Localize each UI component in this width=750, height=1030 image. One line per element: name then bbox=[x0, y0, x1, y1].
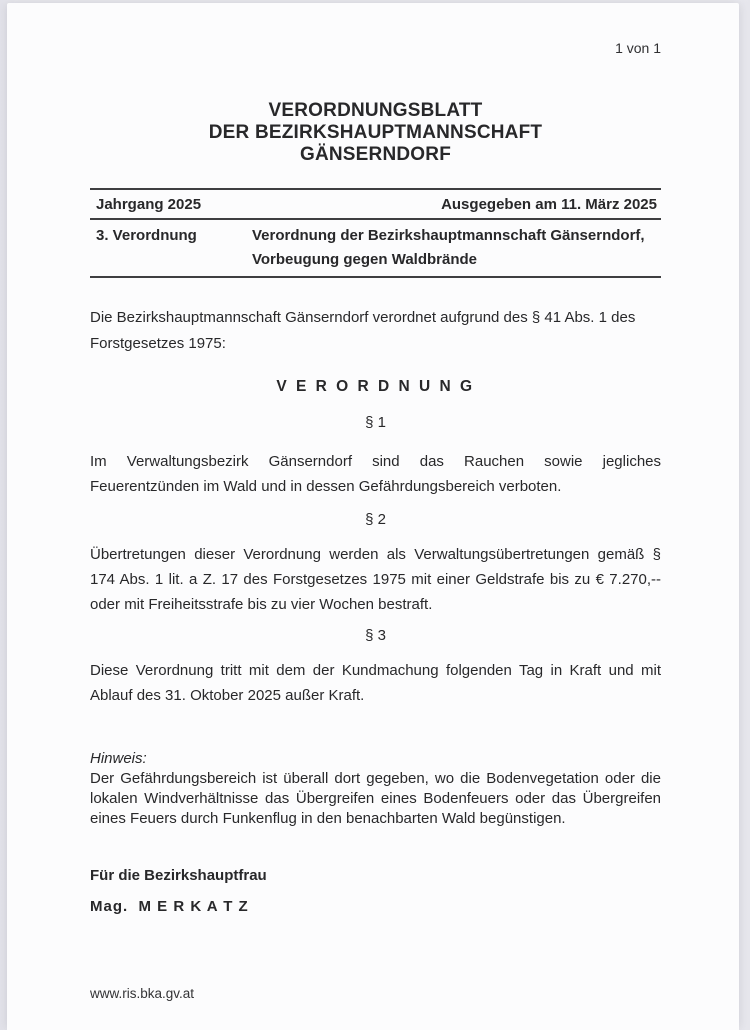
title-line-1: VERORDNUNGSBLATT bbox=[268, 100, 483, 121]
section-3-text: Diese Verordnung tritt mit dem der Kundmachung folgenden Tag in Kraft und mit Ablauf des 31. Oktober 2025 außer Kraft. bbox=[90, 662, 661, 704]
note-block bbox=[90, 748, 661, 829]
year-label: Jahrgang 2025 bbox=[96, 196, 202, 213]
footer-url: www.ris.bka.gv.at bbox=[90, 986, 195, 1001]
section-1 bbox=[90, 413, 661, 499]
section-2-text: Übertretungen dieser Verordnung werden als Verwaltungsübertretungen gemäß § 174 Abs. 1 lit. a Z. 17 des Forstgesetzes 1975 mit einer Geldstrafe bis zu € 7.270,-- oder mit Freiheitsstrafe bis zu vier Wochen bestraft. bbox=[90, 546, 661, 613]
document-title bbox=[90, 100, 661, 166]
section-1-text: Im Verwaltungsbezirk Gänserndorf sind das Rauchen sowie jegliches Feuerentzünden im Wald und in dessen Gefährdungsbereich verboten. bbox=[90, 453, 661, 495]
signature-name: Mag. M E R K A T Z bbox=[90, 898, 249, 915]
ordinance-title-line-2: Vorbeugung gegen Waldbrände bbox=[252, 251, 477, 268]
document-page bbox=[7, 3, 739, 1030]
title-line-3: GÄNSERNDORF bbox=[299, 144, 452, 165]
section-3 bbox=[90, 626, 661, 708]
signature-role: Für die Bezirkshauptfrau bbox=[90, 867, 267, 884]
preamble-paragraph: Die Bezirkshauptmannschaft Gänserndorf verordnet aufgrund des § 41 Abs. 1 des Forstgesetzes 1975: bbox=[90, 309, 636, 352]
decree-heading: V E R O R D N U N G bbox=[276, 378, 475, 395]
masthead-table bbox=[90, 188, 661, 278]
page-number: 1 von 1 bbox=[615, 40, 661, 56]
masthead-row-year bbox=[90, 188, 661, 218]
ordinance-title-line-1: Verordnung der Bezirkshauptmannschaft Gänserndorf, bbox=[252, 227, 645, 244]
note-text: Der Gefährdungsbereich ist überall dort gegeben, wo die Bodenvegetation oder die lokalen Windverhältnisse das Übergreifen eines Bodenfeuers oder das Übergreifen eines Feuers durch Funkenflug in den benachbarten Wald begünstigen. bbox=[90, 770, 661, 827]
section-2 bbox=[90, 510, 661, 617]
masthead-row-ordinance bbox=[90, 218, 661, 276]
issued-label: Ausgegeben am 11. März 2025 bbox=[441, 196, 657, 213]
page-content bbox=[7, 3, 739, 1001]
ordinance-number: 3. Verordnung bbox=[96, 227, 197, 244]
note-label: Hinweis: bbox=[90, 750, 147, 767]
ordinance-title bbox=[252, 224, 661, 272]
section-3-heading: § 3 bbox=[365, 627, 386, 644]
section-2-heading: § 2 bbox=[365, 511, 386, 528]
signature-block bbox=[90, 866, 661, 916]
title-line-2: DER BEZIRKSHAUPTMANNSCHAFT bbox=[208, 122, 543, 143]
section-1-heading: § 1 bbox=[365, 414, 386, 431]
